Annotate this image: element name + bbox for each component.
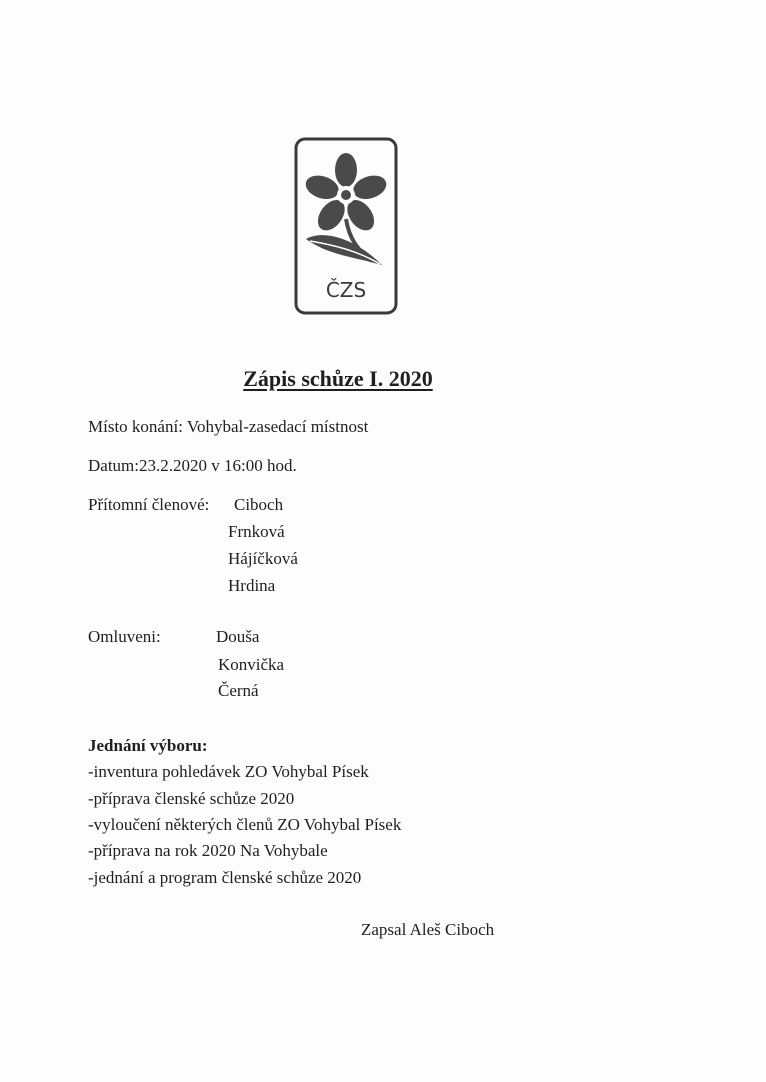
excused-name: Douša <box>216 627 260 646</box>
present-name: Hájíčková <box>228 549 298 568</box>
present-label: Přítomní členové: <box>88 495 210 514</box>
agenda-heading: Jednání výboru: <box>88 736 208 755</box>
present-name: Hrdina <box>228 576 276 595</box>
present-name: Frnková <box>228 522 285 541</box>
excused-name: Černá <box>218 681 259 700</box>
flower-emblem-icon <box>294 137 398 315</box>
agenda-item: -jednání a program členské schůze 2020 <box>88 868 362 887</box>
agenda-item: -příprava členské schůze 2020 <box>88 789 295 808</box>
excused-label: Omluveni: <box>88 627 161 646</box>
signature: Zapsal Aleš Ciboch <box>361 920 495 939</box>
present-name: Ciboch <box>234 495 284 514</box>
agenda-item: -příprava na rok 2020 Na Vohybale <box>88 841 328 860</box>
meeting-date: Datum:23.2.2020 v 16:00 hod. <box>88 456 297 475</box>
excused-name: Konvička <box>218 655 285 674</box>
czs-logo <box>294 137 398 315</box>
agenda-item: -inventura pohledávek ZO Vohybal Písek <box>88 762 369 781</box>
agenda-item: -vyloučení některých členů ZO Vohybal Písek <box>88 815 402 834</box>
meeting-place: Místo konání: Vohybal-zasedací místnost <box>88 417 369 436</box>
logo-text: ČZS <box>325 278 367 302</box>
document-title: Zápis schůze I. 2020 <box>243 366 433 391</box>
